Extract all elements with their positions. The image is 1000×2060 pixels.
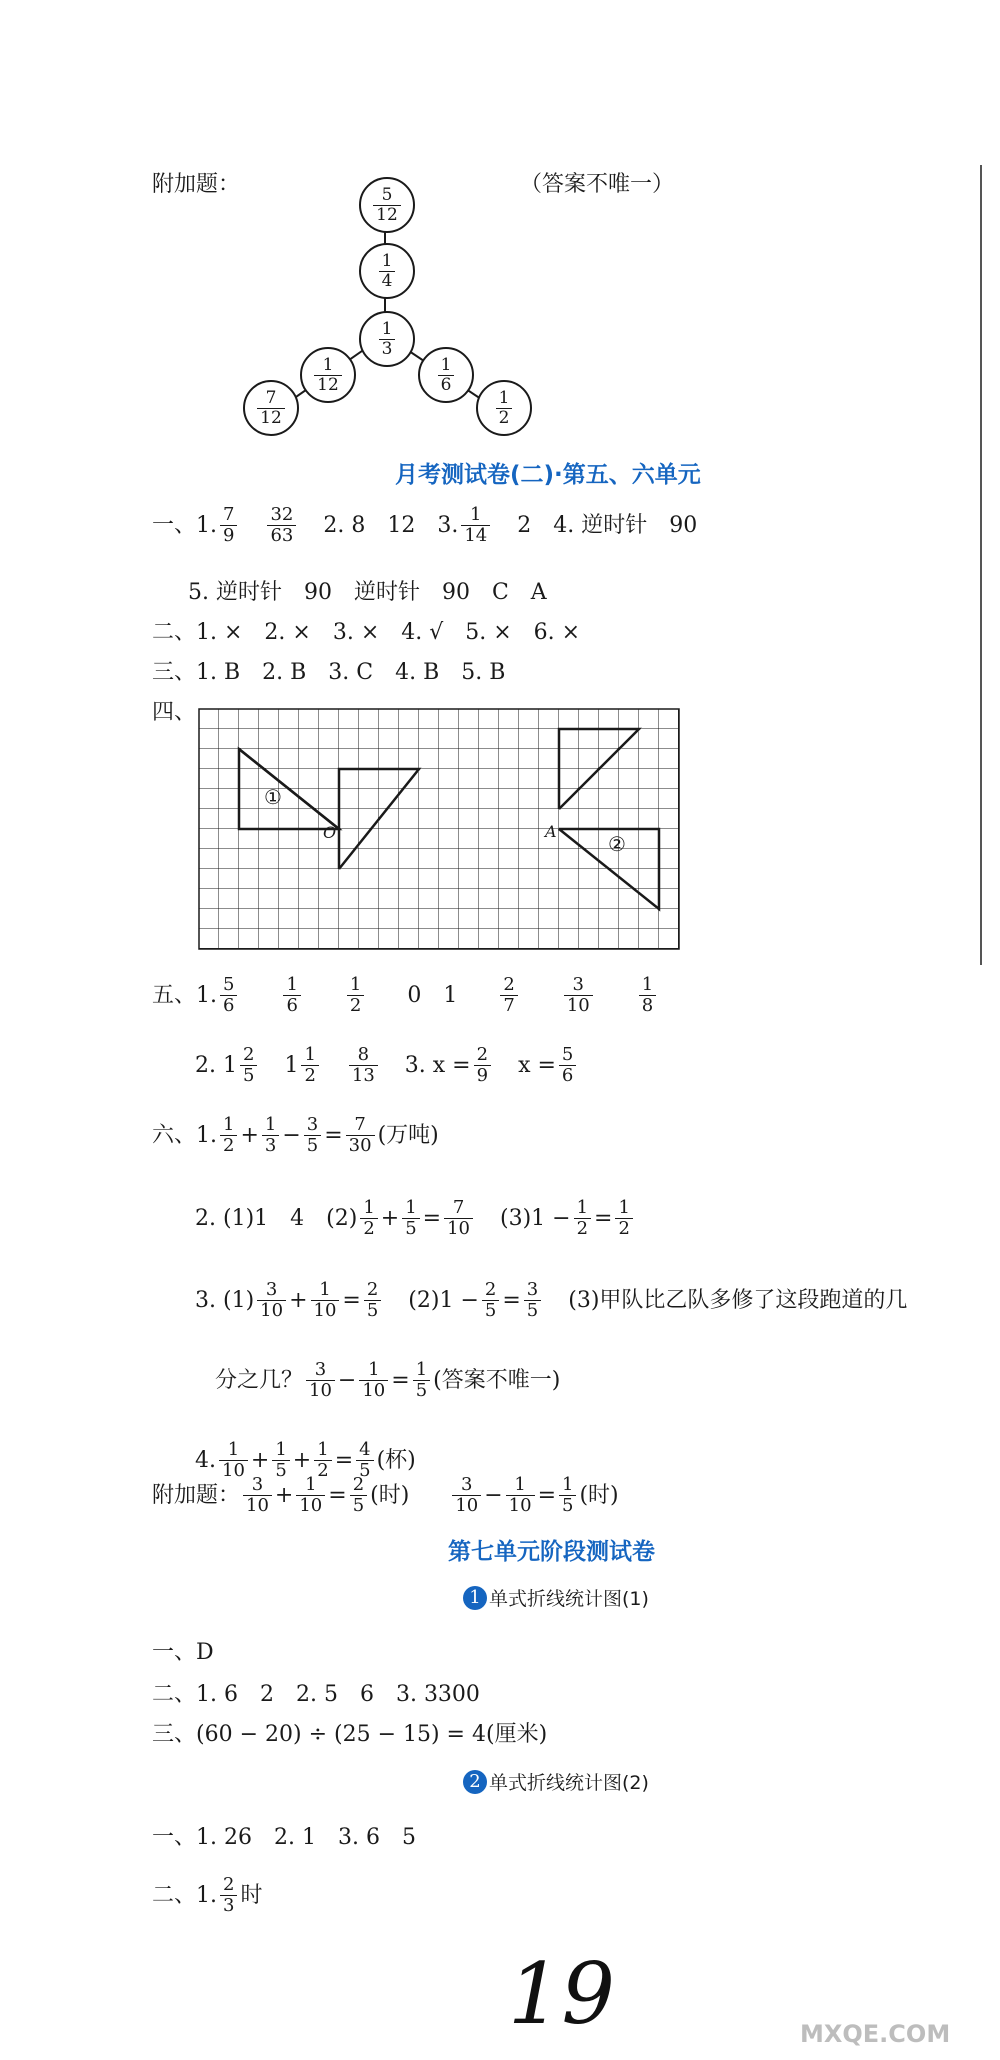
fraction: $\frac{3}{5}$ [304, 1115, 321, 1156]
fraction: $\frac{1}{8}$ [639, 975, 656, 1016]
tree-node [476, 380, 532, 436]
subsection-heading: 1 单式折线统计图(1) [463, 1584, 649, 1611]
answer-line: 六、1. $\frac{1}{2}$ + $\frac{1}{3}$ − $\frac{3}{5}$ = $\frac{7}{30}$ (万吨) [152, 1114, 439, 1156]
question-label: 四、 [152, 700, 197, 725]
answer-line: 二、1. 6 2 2. 5 6 3. 3300 [152, 1682, 480, 1707]
fraction: $\frac{32}{63}$ [267, 505, 296, 546]
fraction: $\frac{5}{6}$ [559, 1045, 576, 1086]
fraction: $\frac{4}{5}$ [356, 1440, 373, 1481]
fraction: $\frac{2}{7}$ [500, 975, 517, 1016]
fraction: $\frac{1}{5}$ [272, 1440, 289, 1481]
point-o-label: O [323, 823, 337, 842]
fraction: $\frac{1}{6}$ [438, 356, 455, 395]
point-a-label: A [545, 822, 557, 841]
fraction: $\frac{1}{5}$ [559, 1475, 576, 1516]
fraction: $\frac{1}{2}$ [360, 1198, 377, 1239]
fraction: $\frac{3}{10}$ [564, 975, 593, 1016]
fraction: $\frac{7}{10}$ [444, 1198, 473, 1239]
answer-line: 一、D [152, 1640, 214, 1665]
watermark-logo: MXQE.COM [800, 2020, 951, 2048]
section-title: 月考测试卷(二)·第五、六单元 [395, 462, 701, 488]
number-badge: 1 [463, 1586, 487, 1610]
number-badge: 2 [463, 1770, 487, 1794]
answer-line: 二、1. × 2. × 3. × 4. √ 5. × 6. × [152, 620, 581, 645]
tree-node [359, 311, 415, 367]
fraction: $\frac{1}{3}$ [379, 320, 396, 359]
answer-line: 一、1. $\frac{7}{9}$ $\frac{32}{63}$ 2. 8 12 3. $\frac{1}{14}$ 2 4. 逆时针 90 [152, 504, 698, 546]
fraction: $\frac{1}{10}$ [359, 1360, 388, 1401]
fraction: $\frac{2}{9}$ [474, 1045, 491, 1086]
fraction: $\frac{3}{10}$ [257, 1280, 286, 1321]
answer-line: 一、1. 26 2. 1 3. 6 5 [152, 1825, 416, 1850]
fraction: $\frac{1}{10}$ [296, 1475, 325, 1516]
fraction: $\frac{1}{5}$ [413, 1360, 430, 1401]
section-title: 第七单元阶段测试卷 [448, 1539, 655, 1565]
fraction: $\frac{7}{12}$ [257, 389, 285, 428]
fraction: $\frac{7}{30}$ [346, 1115, 375, 1156]
fraction: $\frac{2}{5}$ [482, 1280, 499, 1321]
answer-line: 二、1. $\frac{2}{3}$ 时 [152, 1874, 263, 1916]
answer-line: 2. 1 $\frac{2}{5}$ 1 $\frac{1}{2}$ $\frac{8}{13}$ 3. x = $\frac{2}{9}$ x = $\frac{5}{6}$ [195, 1045, 579, 1086]
tree-node [359, 243, 415, 299]
fraction: $\frac{1}{2}$ [615, 1198, 632, 1239]
fraction: $\frac{5}{6}$ [220, 975, 237, 1016]
answer-line: 附加题： $\frac{3}{10}$ + $\frac{1}{10}$ = $\frac{2}{5}$ (时) $\frac{3}{10}$ − $\frac{1}{10}$ = $\frac{1}{5}$ (时) [152, 1474, 619, 1516]
answer-line: 2. (1)1 4 (2) $\frac{1}{2}$ + $\frac{1}{5}$ = $\frac{7}{10}$ (3)1 − $\frac{1}{2}$ = $\frac{1}{2}$ [195, 1198, 636, 1239]
answer-line: 三、1. B 2. B 3. C 4. B 5. B [152, 660, 506, 685]
fraction: $\frac{1}{10}$ [311, 1280, 340, 1321]
fraction: $\frac{1}{2}$ [496, 389, 513, 428]
answer-line: 分之几？ $\frac{3}{10}$ − $\frac{1}{10}$ = $\frac{1}{5}$ (答案不唯一) [215, 1359, 561, 1401]
grid-diagram [198, 708, 684, 954]
tree-node [300, 347, 356, 403]
fraction: $\frac{3}{10}$ [452, 1475, 481, 1516]
fraction: $\frac{1}{5}$ [402, 1198, 419, 1239]
fraction: $\frac{2}{5}$ [364, 1280, 381, 1321]
tree-node [418, 347, 474, 403]
tree-node [359, 177, 415, 233]
fraction: $\frac{1}{3}$ [262, 1115, 279, 1156]
subsection-heading: 2 单式折线统计图(2) [463, 1768, 649, 1795]
fraction: $\frac{1}{4}$ [379, 252, 396, 291]
answer-line: 三、(60 − 20) ÷ (25 − 15) = 4(厘米) [152, 1722, 548, 1747]
fraction: $\frac{1}{10}$ [219, 1440, 248, 1481]
answer-line: 五、1. $\frac{5}{6}$ $\frac{1}{6}$ $\frac{1}{2}$ 0 1 $\frac{2}{7}$ $\frac{3}{10}$ $\frac{1}{8}$ [152, 975, 659, 1016]
fraction: $\frac{3}{5}$ [524, 1280, 541, 1321]
extra-label: 附加题： [152, 172, 241, 197]
fraction: $\frac{2}{5}$ [350, 1475, 367, 1516]
fraction: $\frac{1}{2}$ [347, 975, 364, 1016]
fraction: $\frac{3}{10}$ [243, 1475, 272, 1516]
fraction: $\frac{7}{9}$ [220, 505, 237, 546]
fraction: $\frac{1}{12}$ [314, 356, 342, 395]
shape-mark-2: ② [608, 832, 626, 856]
fraction: $\frac{8}{13}$ [349, 1045, 378, 1086]
fraction: $\frac{1}{14}$ [461, 505, 490, 546]
answer-line: 5. 逆时针 90 逆时针 90 C A [188, 580, 547, 605]
page-number: 19 [508, 1945, 615, 2043]
fraction: $\frac{3}{10}$ [306, 1360, 335, 1401]
shape-mark-1: ① [264, 785, 282, 809]
fraction: $\frac{1}{2}$ [220, 1115, 237, 1156]
answer-line: 3. (1) $\frac{3}{10}$ + $\frac{1}{10}$ = $\frac{2}{5}$ (2)1 − $\frac{2}{5}$ = $\frac{3}{5}$ (3)甲队比乙队多修了这段跑道的几 [195, 1279, 908, 1321]
fraction: $\frac{1}{10}$ [506, 1475, 535, 1516]
extra-note: （答案不唯一） [520, 172, 675, 197]
fraction: $\frac{1}{2}$ [574, 1198, 591, 1239]
fraction: $\frac{1}{2}$ [301, 1045, 318, 1086]
fraction: $\frac{2}{3}$ [220, 1875, 237, 1916]
answer-line: 4. $\frac{1}{10}$ + $\frac{1}{5}$ + $\frac{1}{2}$ = $\frac{4}{5}$ (杯) [195, 1439, 416, 1481]
fraction: $\frac{5}{12}$ [373, 186, 401, 225]
tree-node [243, 380, 299, 436]
fraction: $\frac{2}{5}$ [240, 1045, 257, 1086]
fraction: $\frac{1}{6}$ [283, 975, 300, 1016]
page-edge-line [980, 165, 982, 965]
fraction: $\frac{1}{2}$ [314, 1440, 331, 1481]
